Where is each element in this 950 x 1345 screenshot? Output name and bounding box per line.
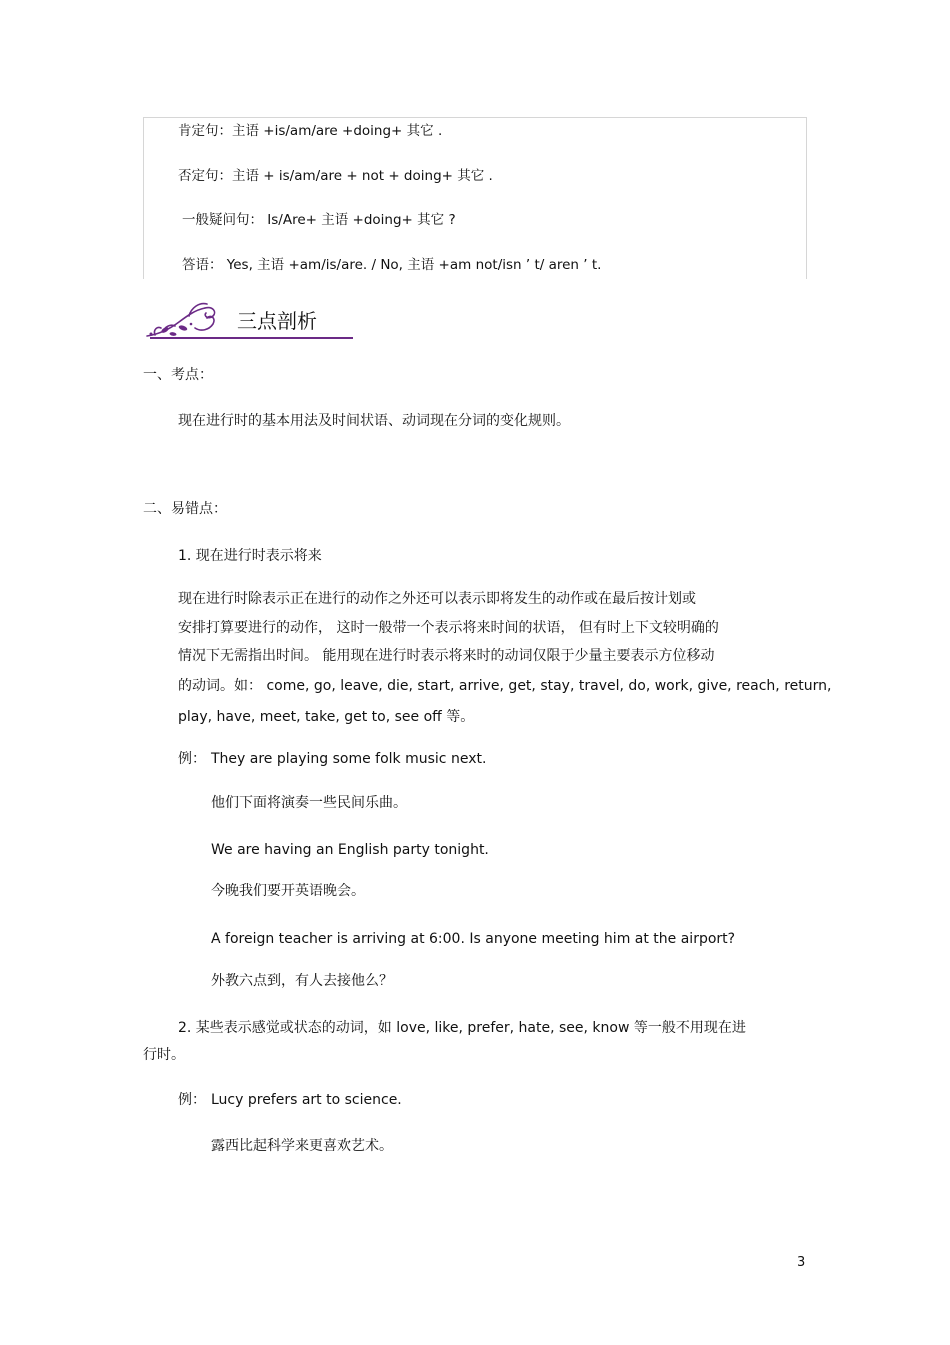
grammar-rule-box [143,117,807,279]
item2-example-label: 例： [178,1092,206,1108]
yicuodian-heading: 二、易错点： [143,501,227,517]
question-rule: 一般疑问句： Is/Are+ 主语 +doing+ 其它 ? [182,212,456,228]
page-number: 3 [797,1255,806,1270]
example-1-en: They are playing some folk music next. [211,751,487,767]
item1-paragraph-line5: play, have, meet, take, get to, see off 等。 [178,709,475,725]
example-2-en: We are having an English party tonight. [211,842,489,858]
answer-rule: 答语： Yes, 主语 +am/is/are. / No, 主语 +am not/isn ’ t/ aren ’ t. [182,257,602,273]
example-3-zh: 外教六点到，有人去接他么？ [211,973,393,989]
example-3-en: A foreign teacher is arriving at 6:00. Is anyone meeting him at the airport? [211,931,736,947]
item2-line2: 行时。 [143,1047,185,1063]
kaodian-text: 现在进行时的基本用法及时间状语、动词现在分词的变化规则。 [178,413,570,429]
affirmative-rule: 肯定句：主语 +is/am/are +doing+ 其它 . [178,123,443,139]
item1-paragraph-line2: 安排打算要进行的动作， 这时一般带一个表示将来时间的状语， 但有时上下文较明确的 [178,620,719,636]
kaodian-heading: 一、考点： [143,367,213,383]
section-title: 三点剖析 [237,309,317,333]
example-label: 例： [178,751,206,767]
item1-paragraph-line4: 的动词。如： come, go, leave, die, start, arrive, get, stay, travel, do, work, give, reach, return, [178,678,832,694]
negative-rule: 否定句：主语 + is/am/are + not + doing+ 其它 . [178,168,493,184]
item1-title: 1. 现在进行时表示将来 [178,548,322,564]
example-2-zh: 今晚我们要开英语晚会。 [211,883,365,899]
item2-line1: 2. 某些表示感觉或状态的动词，如 love, like, prefer, hate, see, know 等一般不用现在进 [178,1020,746,1036]
item1-paragraph-line3: 情况下无需指出时间。 能用现在进行时表示将来时的动词仅限于少量主要表示方位移动 [178,648,715,664]
section-underline [150,337,353,339]
item2-example-zh: 露西比起科学来更喜欢艺术。 [211,1138,393,1154]
item2-example-en: Lucy prefers art to science. [211,1092,402,1108]
example-1-zh: 他们下面将演奏一些民间乐曲。 [211,795,407,811]
item1-paragraph-line1: 现在进行时除表示正在进行的动作之外还可以表示即将发生的动作或在最后按计划或 [178,591,696,607]
